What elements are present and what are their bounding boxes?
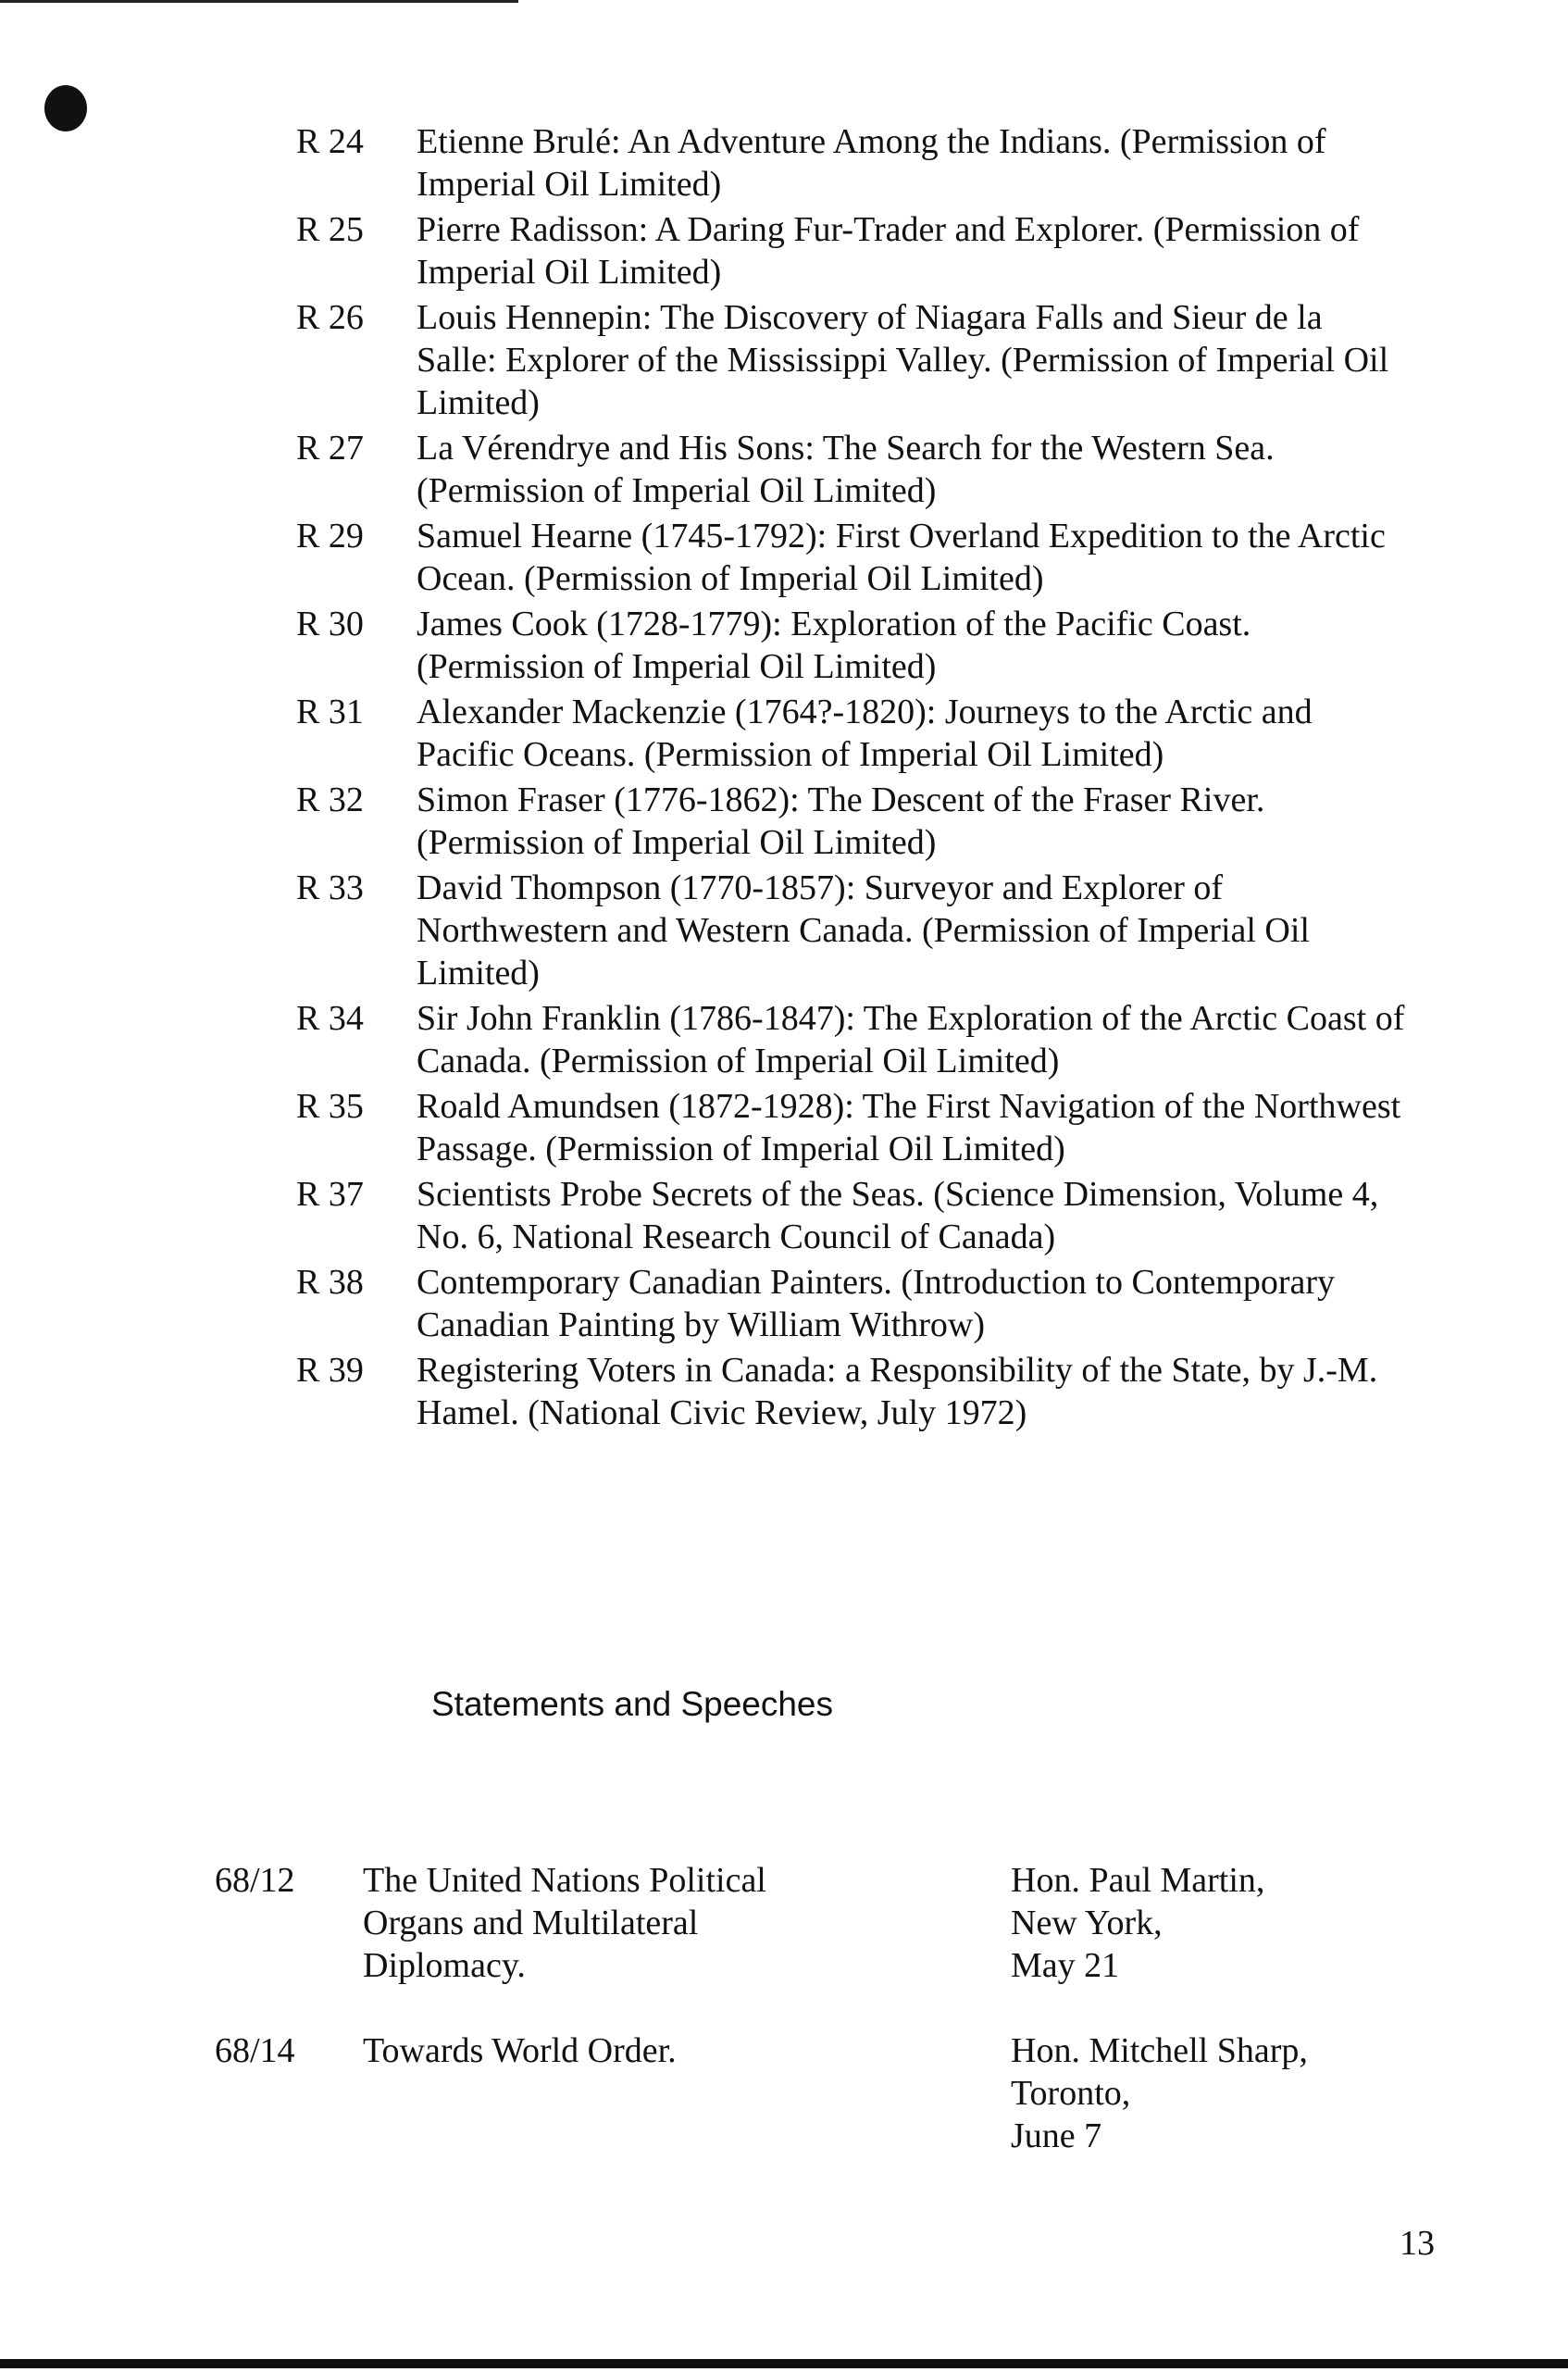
- list-item: [296, 1261, 1407, 1346]
- entry-code: R 34: [296, 999, 364, 1038]
- speech-speaker: Hon. Paul Martin, New York, May 21: [1011, 1861, 1265, 1985]
- entry-code: R 24: [296, 122, 364, 161]
- speech-title: The United Nations Political Organs and Multilateral Diplomacy.: [363, 1861, 766, 1985]
- list-item: [296, 208, 1407, 293]
- reprint-list: [296, 120, 1407, 1437]
- speech-row: [215, 2029, 1418, 2157]
- entry-text: Alexander Mackenzie (1764?-1820): Journeys to the Arctic and Pacific Oceans. (Permission of Imperial Oil Limited): [417, 693, 1313, 774]
- entry-code: R 33: [296, 868, 364, 907]
- speech-number: 68/14: [215, 2031, 295, 2070]
- entry-code: R 35: [296, 1087, 364, 1126]
- page-number: 13: [1400, 2224, 1435, 2263]
- entry-code: R 39: [296, 1351, 364, 1390]
- list-item: [296, 867, 1407, 994]
- list-item: [296, 515, 1407, 600]
- list-item: [296, 691, 1407, 776]
- entry-code: R 30: [296, 605, 364, 643]
- entry-code: R 37: [296, 1175, 364, 1214]
- list-item: [296, 427, 1407, 512]
- section-heading: Statements and Speeches: [431, 1685, 834, 1723]
- entry-text: Etienne Brulé: An Adventure Among the Indians. (Permission of Imperial Oil Limited): [417, 122, 1326, 204]
- speech-speaker: Hon. Mitchell Sharp, Toronto, June 7: [1011, 2031, 1308, 2155]
- bottom-rule: [0, 2359, 1568, 2368]
- entry-text: David Thompson (1770-1857): Surveyor and Explorer of Northwestern and Western Canada. (Permission of Imperial Oil Limited): [417, 868, 1310, 992]
- list-item: [296, 1349, 1407, 1434]
- entry-code: R 31: [296, 693, 364, 731]
- entry-code: R 26: [296, 298, 364, 337]
- entry-code: R 38: [296, 1263, 364, 1302]
- top-rule: [0, 0, 518, 3]
- speech-row: [215, 1859, 1418, 1987]
- entry-text: Roald Amundsen (1872-1928): The First Navigation of the Northwest Passage. (Permission of Imperial Oil Limited): [417, 1087, 1401, 1168]
- list-item: [296, 779, 1407, 864]
- entry-text: Contemporary Canadian Painters. (Introduction to Contemporary Canadian Painting by William Withrow): [417, 1263, 1335, 1344]
- entry-text: Registering Voters in Canada: a Responsibility of the State, by J.-M. Hamel. (National Civic Review, July 1972): [417, 1351, 1378, 1432]
- list-item: [296, 603, 1407, 688]
- list-item: [296, 997, 1407, 1082]
- speech-title: Towards World Order.: [363, 2031, 677, 2070]
- entry-text: James Cook (1728-1779): Exploration of the Pacific Coast. (Permission of Imperial Oil Limited): [417, 605, 1251, 686]
- entry-text: La Vérendrye and His Sons: The Search for the Western Sea. (Permission of Imperial Oil Limited): [417, 429, 1275, 510]
- entry-code: R 29: [296, 517, 364, 556]
- entry-text: Sir John Franklin (1786-1847): The Exploration of the Arctic Coast of Canada. (Permission of Imperial Oil Limited): [417, 999, 1405, 1080]
- speech-number: 68/12: [215, 1861, 295, 1900]
- entry-code: R 25: [296, 210, 364, 249]
- list-item: [296, 296, 1407, 424]
- entry-code: R 27: [296, 429, 364, 468]
- entry-text: Pierre Radisson: A Daring Fur-Trader and Explorer. (Permission of Imperial Oil Limited): [417, 210, 1360, 292]
- list-item: [296, 120, 1407, 206]
- entry-text: Simon Fraser (1776-1862): The Descent of the Fraser River. (Permission of Imperial Oil Limited): [417, 780, 1265, 862]
- entry-text: Scientists Probe Secrets of the Seas. (Science Dimension, Volume 4, No. 6, National Research Council of Canada): [417, 1175, 1379, 1256]
- entry-text: Louis Hennepin: The Discovery of Niagara Falls and Sieur de la Salle: Explorer of the Mississippi Valley. (Permission of Imperial Oil Limited): [417, 298, 1389, 422]
- list-item: [296, 1173, 1407, 1258]
- punch-hole-mark: [44, 85, 87, 131]
- entry-code: R 32: [296, 780, 364, 819]
- list-item: [296, 1085, 1407, 1170]
- entry-text: Samuel Hearne (1745-1792): First Overland Expedition to the Arctic Ocean. (Permission of Imperial Oil Limited): [417, 517, 1386, 598]
